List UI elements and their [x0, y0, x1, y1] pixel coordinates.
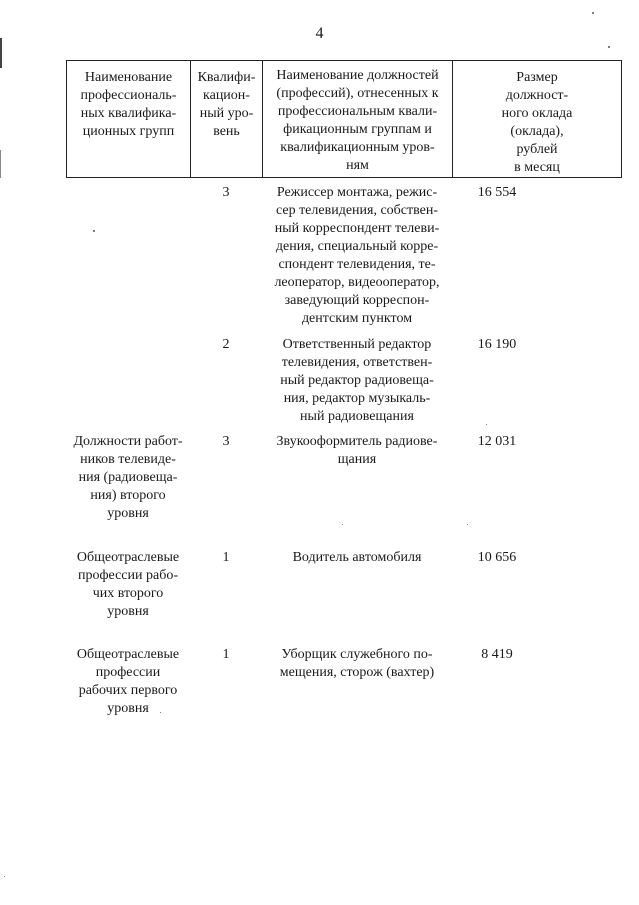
row-level: 1: [222, 647, 230, 662]
row-group: Общеотраслевые профессии рабочих первого уровня: [76, 647, 180, 716]
scan-edge-mark: [0, 38, 2, 68]
row-positions: Звукооформитель радиове- щания: [276, 434, 438, 467]
table-header: [66, 60, 622, 178]
row-salary: 8 419: [481, 647, 513, 662]
row-group: Должности работ- ников телевиде- ния (радиовеща- ния) второго уровня: [73, 434, 183, 521]
row-salary: 16 190: [477, 337, 517, 352]
row-salary: 12 031: [477, 434, 517, 449]
row-positions: Ответственный редактор телевидения, ответствен- ный редактор радиовеща- ния, редактор музыкаль- ный радиовещания: [280, 337, 434, 424]
header-group: [67, 61, 191, 178]
row-positions: Водитель автомобиля: [292, 550, 422, 565]
header-level-label: Квалифи- кацион- ный уро- вень: [197, 70, 256, 139]
row-level: 2: [222, 337, 230, 352]
row-positions: Уборщик служебного по- мещения, сторож (вахтер): [279, 647, 435, 680]
scan-speck: [160, 712, 161, 713]
header-level: [191, 61, 263, 178]
scan-speck: [4, 876, 5, 877]
scan-speck: [467, 524, 468, 525]
row-salary: 16 554: [477, 185, 517, 200]
header-salary: [453, 61, 622, 178]
header-salary-label: Размер должност- ного оклада (оклада), рублей в месяц: [501, 70, 573, 175]
row-group: Общеотраслевые профессии рабо- чих второго уровня: [76, 550, 180, 619]
scan-speck: [486, 424, 487, 425]
header-group-label: Наименование профессиональ- ных квалифика- ционных групп: [80, 70, 177, 139]
header-positions-label: Наименование должностей (профессий), отнесенных к профессиональным квали- фикационным группам и квалификационным уров- ням: [276, 68, 439, 173]
scan-speck: [608, 46, 610, 48]
row-positions: Режиссер монтажа, режис- сер телевидения, собствен- ный корреспондент телеви- дения, специальный корре- спондент телевидения, те- леоператор, видеооператор, заведующий корреспон- дентским пунктом: [274, 185, 440, 326]
row-salary: 10 656: [477, 550, 517, 565]
row-level: 3: [222, 185, 230, 200]
scan-speck: [592, 12, 594, 14]
scan-edge-mark: [0, 150, 1, 178]
header-positions: [263, 61, 453, 178]
page-number: 4: [315, 25, 324, 42]
row-level: 3: [222, 434, 230, 449]
row-level: 1: [222, 550, 230, 565]
scan-speck: [342, 524, 343, 525]
scan-speck: [93, 230, 95, 232]
